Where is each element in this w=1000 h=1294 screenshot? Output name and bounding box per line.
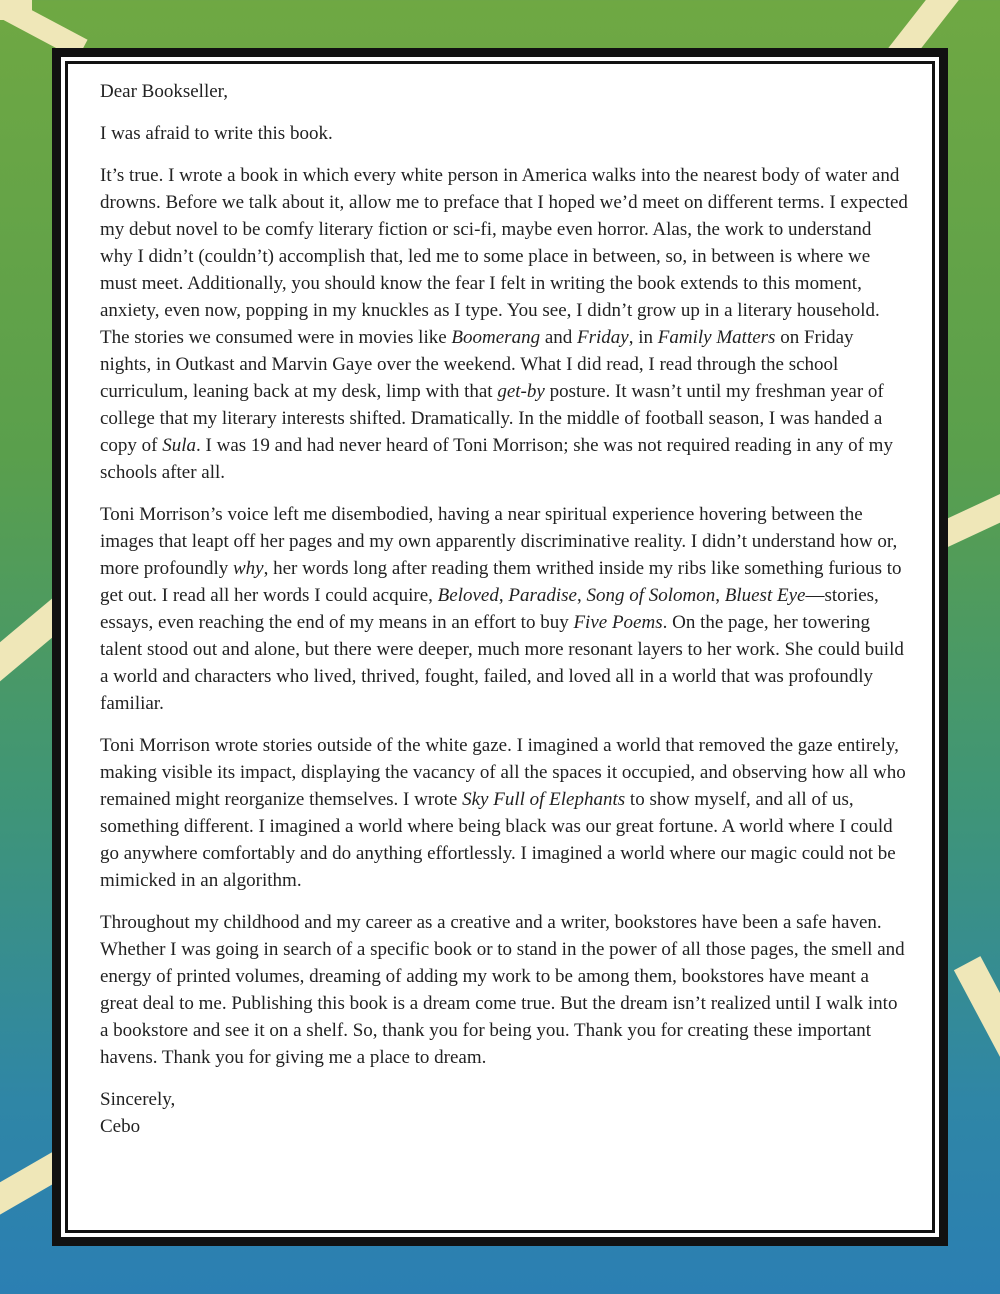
title-family-matters: Family Matters bbox=[657, 327, 776, 348]
opening-line: I was afraid to write this book. bbox=[100, 123, 333, 144]
signature: Cebo bbox=[100, 1116, 141, 1137]
letter-frame bbox=[52, 48, 948, 1246]
paragraph-1: It’s true. I wrote a book in which every white person in America walks into the nearest body of water and drowns. Before we talk about it, allow me to preface that I hoped we’d meet on different terms. I expected my debut novel to be comfy literary fiction or sci-fi, maybe even horror. Alas, the work to understand why I didn’t (couldn’t) accomplish that, led me to some place in between, so, in between is where we must meet. Additionally, you should know the fear I felt in writing the book extends to this moment, anxiety, even now, popping in my knuckles as I type. You see, I didn’t grow up in a literary household. The stories we consumed were in movies like Boomerang and Friday, in Family Matters on Friday nights, in Outkast and Marvin Gaye over the weekend. What I did read, I read through the school curriculum, leaning back at my desk, limp with that get-by posture. It wasn’t until my freshman year of college that my literary interests shifted. Dramatically. In the middle of football season, I was handed a copy of Sula. I was 19 and had never heard of Toni Morrison; she was not required reading in any of my schools after all. bbox=[100, 165, 908, 483]
title-song-of-solomon: Song of Solomon bbox=[586, 585, 716, 606]
title-sula: Sula bbox=[162, 435, 197, 456]
emphasis-why: why bbox=[232, 558, 264, 579]
title-sky-full-of-elephants: Sky Full of Elephants bbox=[462, 789, 626, 810]
title-five-poems: Five Poems bbox=[573, 612, 663, 633]
title-bluest-eye: Bluest Eye bbox=[724, 585, 806, 606]
title-beloved: Beloved bbox=[437, 585, 499, 606]
background-stripe bbox=[954, 956, 1000, 1094]
title-paradise: Paradise bbox=[508, 585, 577, 606]
paragraph-3: Toni Morrison wrote stories outside of the white gaze. I imagined a world that removed the gaze entirely, making visible its impact, displaying the vacancy of all the spaces it occupied, and observing how all who remained might reorganize themselves. I wrote Sky Full of Elephants to show myself, and all of us, something different. I imagined a world where being black was our great fortune. A world where I could go anywhere comfortably and do anything effortlessly. I imagined a world where our magic could not be mimicked in an algorithm. bbox=[100, 735, 906, 891]
title-friday: Friday bbox=[577, 327, 629, 348]
emphasis-get-by: get-by bbox=[497, 381, 545, 402]
paragraph-2: Toni Morrison’s voice left me disembodied, having a near spiritual experience hovering between the images that leapt off her pages and my own apparently discriminative reality. I didn’t understand how or, more profoundly why, her words long after reading them writhed inside my ribs like something furious to get out. I read all her words I could acquire, Beloved, Paradise, Song of Solomon, Bluest Eye—stories, essays, even reaching the end of my means in an effort to buy Five Poems. On the page, her towering talent stood out and alone, but there were deeper, much more resonant layers to her work. She could build a world and characters who lived, thrived, fought, failed, and loved all in a world that was profoundly familiar. bbox=[100, 504, 904, 714]
letter-body bbox=[100, 78, 908, 1140]
letter-page bbox=[65, 61, 935, 1233]
paragraph-4: Throughout my childhood and my career as a creative and a writer, bookstores have been a safe haven. Whether I was going in search of a specific book or to stand in the power of all those pages, the smell and energy of printed volumes, dreaming of adding my work to be among them, bookstores have meant a great deal to me. Publishing this book is a dream come true. But the dream isn’t realized until I walk into a bookstore and see it on a shelf. So, thank you for being you. Thank you for creating these important havens. Thank you for giving me a place to dream. bbox=[100, 912, 905, 1068]
letter-frame-gap bbox=[61, 57, 939, 1237]
closing: Sincerely, bbox=[100, 1089, 176, 1110]
title-boomerang: Boomerang bbox=[451, 327, 541, 348]
salutation: Dear Bookseller, bbox=[100, 81, 228, 102]
